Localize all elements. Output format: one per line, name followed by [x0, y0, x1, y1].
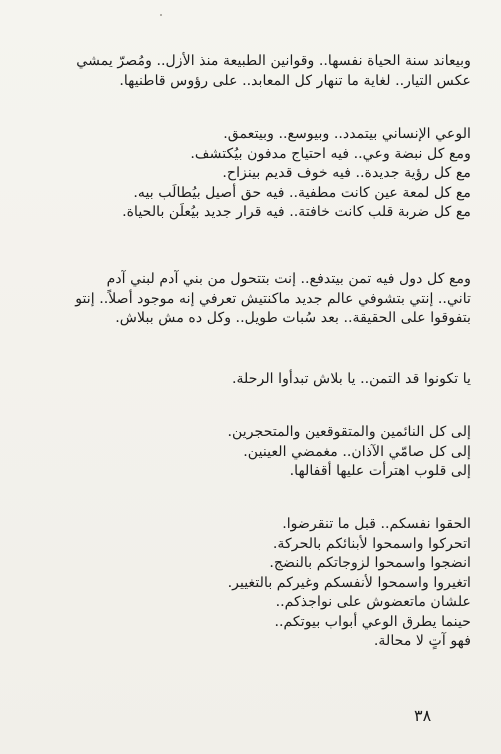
text-line: اتغيروا واسمحوا لأنفسكم وغيركم بالتغيير.	[227, 574, 471, 591]
text-line: الحقوا نفسكم.. قبل ما تنقرضوا.	[282, 516, 471, 532]
text-line: إلى قلوب اهترأت عليها أقفالها.	[289, 463, 471, 479]
text-line: يا تكونوا قد التمن.. يا بلاش تبدأوا الرحلة.	[231, 371, 471, 387]
paragraph-1	[30, 52, 471, 91]
page-number: ٣٨	[414, 706, 432, 725]
paragraph-5	[30, 423, 471, 482]
text-line: حينما يطرق الوعي أبواب بيوتكم..	[274, 613, 471, 630]
text-line: بتفوقوا على الحقيقة.. بعد سُبات طويل.. وكل ده مش ببلاش.	[115, 310, 471, 326]
paragraph-6	[30, 515, 471, 652]
text-line: عكس التيار.. لغاية ما تنهار كل المعابد.. على رؤوس قاطنيها.	[119, 72, 471, 89]
text-line: علشان ماتعضوش على نواجذكم..	[275, 594, 471, 610]
text-line: وبيعاند سنة الحياة نفسها.. وقوانين الطبيعة منذ الأزل.. ومُصرّ يمشي	[76, 53, 471, 69]
text-line: فهو آتٍ لا محالة.	[373, 633, 471, 649]
paper-speck	[160, 14, 162, 16]
text-line: الوعي الإنساني بيتمدد.. وبيوسع.. وبيتعمق.	[223, 126, 471, 142]
text-line: ومع كل نبضة وعي.. فيه احتياج مدفون بيُكتشف.	[190, 145, 471, 162]
text-line: انضجوا واسمحوا لزوجاتكم بالنضج.	[269, 555, 471, 571]
text-line: اتحركوا واسمحوا لأبنائكم بالحركة.	[272, 535, 471, 552]
text-line: ومع كل دول فيه تمن بيتدفع.. إنت بتتحول من بني آدم لبني آدم	[106, 271, 471, 287]
text-line: مع كل لمعة عين كانت مطفية.. فيه حق أصيل بيُطالَب بيه.	[133, 184, 471, 201]
text-line: إلى كل النائمين والمتقوقعين والمتحجرين.	[227, 424, 471, 440]
text-line: إلى كل صامّي الآذان.. مغمضي العينين.	[243, 443, 471, 460]
paragraph-3	[30, 270, 471, 329]
text-line: مع كل رؤية جديدة.. فيه خوف قديم بينزاح.	[222, 165, 471, 181]
text-line: مع كل ضربة قلب كانت خافتة.. فيه قرار جديد بيُعلَن بالحياة.	[122, 204, 471, 220]
text-line: تاني.. إنتي بتشوفي عالم جديد ماكنتيش تعرفي إنه موجود أصلاً.. إنتو	[75, 290, 471, 307]
paragraph-2	[30, 125, 471, 223]
paragraph-4	[30, 370, 471, 390]
